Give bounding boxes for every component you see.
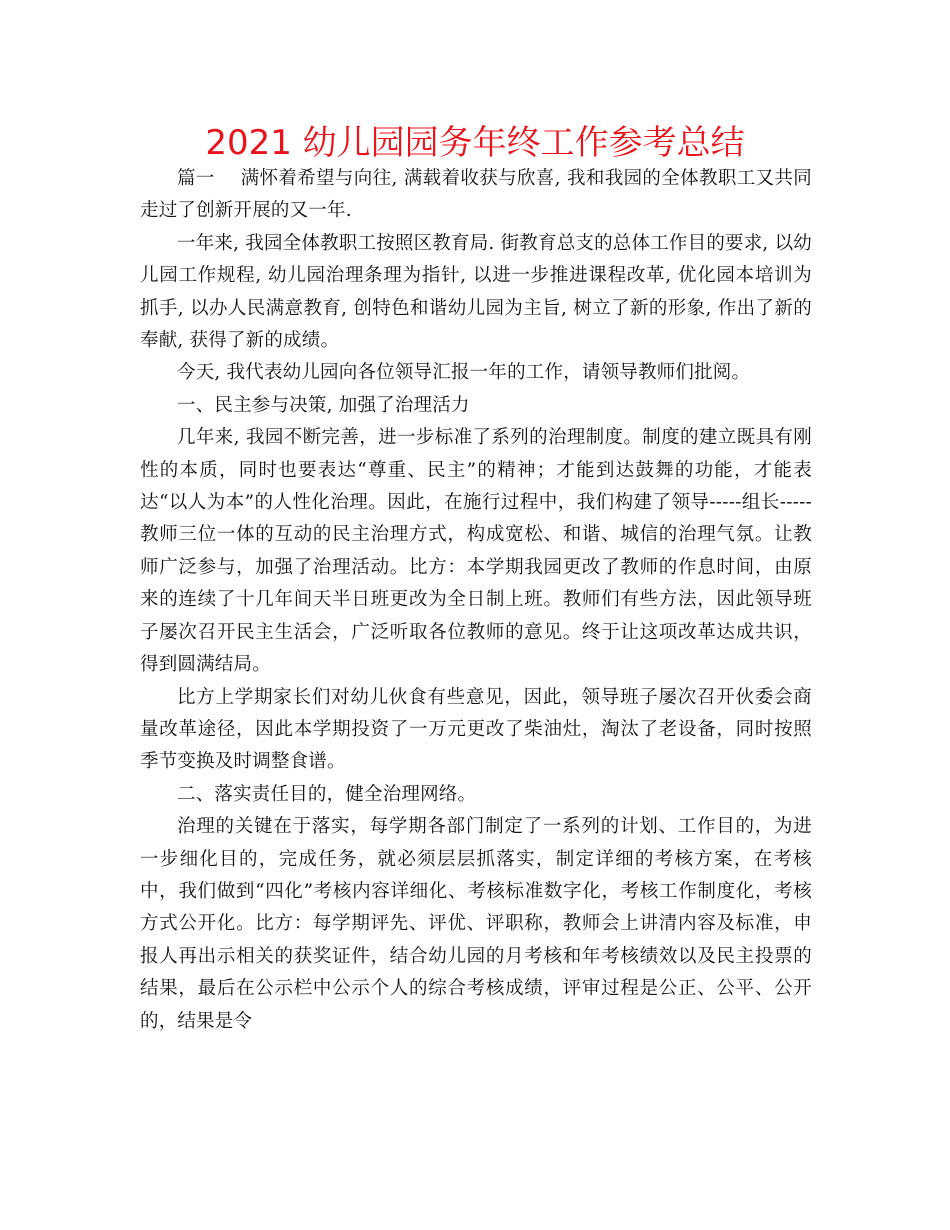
paragraph [140, 163, 812, 228]
paragraph-text: 几年来, 我园不断完善，进一步标准了系列的治理制度。制度的建立既具有刚性的本质，同时也要表达“尊重、民主”的精神；才能到达鼓舞的功能，才能表达“以人为本”的人性化治理。因此，在施行过程中，我们构建了领导-----组长-----教师三位一体的互动的民主治理方式，构成宽松、和谐、城信的治理气氛。让教师广泛参与，加强了治理活动。比方：本学期我园更改了教师的作息时间，由原来的连续了十几年间天半日班更改为全日制上班。教师们有些方法，因此领导班子屡次召开民主生活会，广泛听取各位教师的意见。终于让这项改革达成共识，得到圆满结局。 [140, 427, 812, 676]
document-title: 2021 幼儿园园务年终工作参考总结 [205, 123, 745, 163]
paragraph-text: 比方上学期家长们对幼儿伙食有些意见，因此，领导班子屡次召开伙委会商量改革途径，因此本学期投资了一万元更改了柴油灶，淘汰了老设备，同时按照季节变换及时调整食谱。 [140, 686, 812, 773]
document-body [140, 163, 812, 1038]
paragraph [140, 357, 812, 389]
paragraph-text: 满怀着希望与向往, 满载着收获与欣喜, 我和我园的全体教职工又共同走过了创新开展的又一年. [140, 168, 812, 222]
paragraph [140, 682, 812, 779]
section-heading [140, 779, 812, 811]
paragraph-text: 治理的关键在于落实，每学期各部门制定了一系列的计划、工作目的，为进一步细化目的，完成任务，就必须层层抓落实，制定详细的考核方案，在考核中，我们做到“四化”考核内容详细化、考核标准数字化，考核工作制度化，考核方式公开化。比方：每学期评先、评优、评职称，教师会上讲清内容及标准，申报人再出示相关的获奖证件，结合幼儿园的月考核和年考核绩效以及民主投票的结果，最后在公示栏中公示个人的综合考核成绩，评审过程是公正、公平、公开的，结果是令 [140, 816, 812, 1032]
section-heading [140, 390, 812, 422]
paragraph-text: 一年来, 我园全体教职工按照区教育局. 街教育总支的总体工作目的要求, 以幼儿园工作规程, 幼儿园治理条理为指针, 以进一步推进课程改革, 优化园本培训为抓手, 以办人民满意教育, 创特色和谐幼儿园为主旨, 树立了新的形象, 作出了新的奉献, 获得了新的成绩。 [140, 232, 812, 352]
paragraph [140, 811, 812, 1038]
paragraph [140, 422, 812, 681]
paragraph [140, 228, 812, 358]
section-heading-text: 二、落实责任目的，健全治理网络。 [177, 783, 477, 805]
section-heading-text: 一、民主参与决策, 加强了治理活力 [177, 394, 470, 416]
paragraph-label: 篇一 [177, 168, 215, 189]
paragraph-text: 今天, 我代表幼儿园向各位领导汇报一年的工作，请领导教师们批阅。 [177, 362, 751, 384]
